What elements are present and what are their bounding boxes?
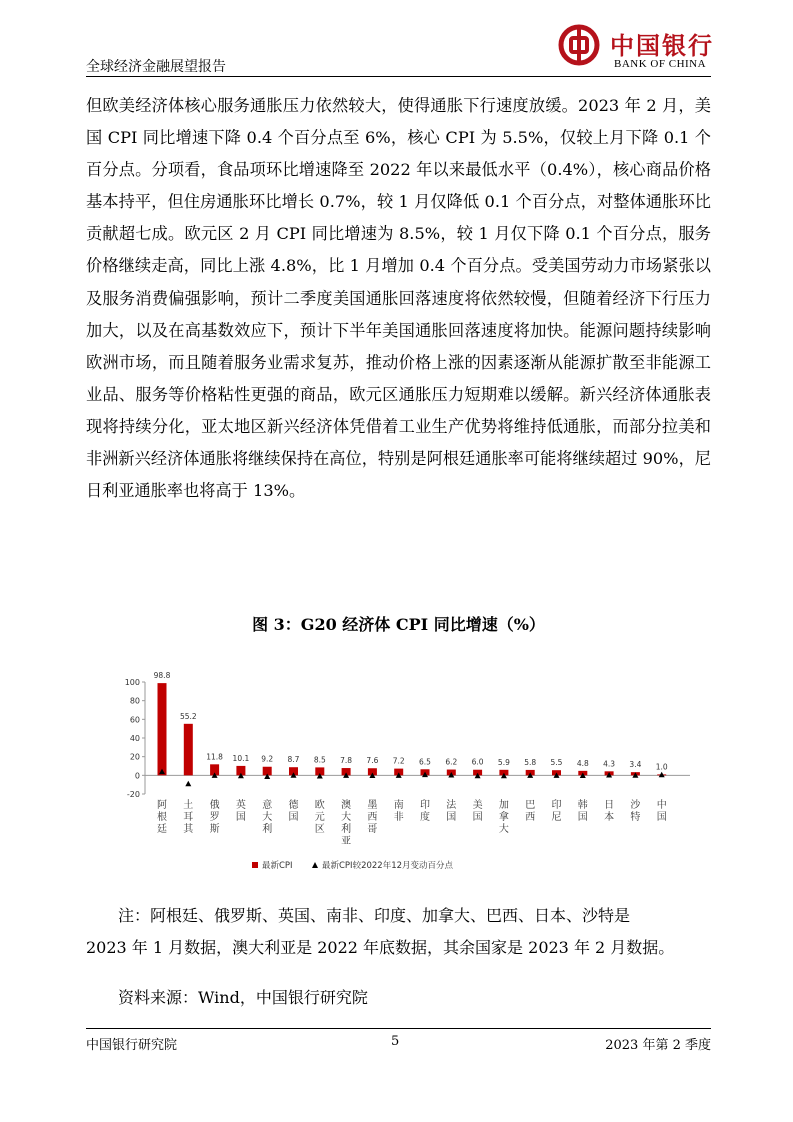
category-label: 英国 xyxy=(235,800,246,823)
bar-data-label: 6.5 xyxy=(419,757,431,767)
bar-data-label: 4.3 xyxy=(603,759,616,769)
bar-data-label: 7.6 xyxy=(366,756,379,766)
category-label: 欧元区 xyxy=(314,800,325,835)
category-label: 韩国 xyxy=(577,800,588,823)
cpi-bar-chart xyxy=(100,660,700,882)
footer-period: 2023 年第 2 季度 xyxy=(605,1038,711,1053)
logo-english-name: BANK OF CHINA xyxy=(614,58,707,70)
category-label: 中国 xyxy=(656,800,667,823)
cpi-bar xyxy=(158,683,167,775)
cpi-bar xyxy=(184,724,193,776)
body-paragraph: 但欧美经济体核心服务通胀压力依然较大，使得通胀下行速度放缓。2023 年 2 月，美国 CPI 同比增速下降 0.4 个百分点至 6%，核心 CPI 为 5.5%，仅较上月下降 0.1 个百分点。分项看，食品项环比增速降至 2022 年以来最低水平（0.4%），核心商品价格基本持平，但住房通胀环比增长 0.7%，较 1 月仅降低 0.1 个百分点，对整体通胀环比贡献超七成。欧元区 2 月 CPI 同比增速为 8.5%，较 1 月仅下降 0.1 个百分点，服务价格继续走高，同比上涨 4.8%，比 1 月增加 0.4 个百分点。受美国劳动力市场紧张以及服务消费偏强影响，预计二季度美国通胀回落速度将依然较慢，但随着经济下行压力加大，以及在高基数效应下，预计下半年美国通胀回落速度将加快。能源问题持续影响欧洲市场，而且随着服务业需求复苏，推动价格上涨的因素逐渐从能源扩散至非能源工业品、服务等价格粘性更强的商品，欧元区通胀压力短期难以缓解。新兴经济体通胀表现将持续分化，亚太地区新兴经济体凭借着工业生产优势将维持低通胀，而部分拉美和非洲新兴经济体通胀将继续保持在高位，特别是阿根廷通胀率可能将继续超过 90%，尼日利亚通胀率也将高于 13%。 xyxy=(86,96,711,501)
bar-data-label: 8.7 xyxy=(287,755,300,765)
bar-data-label: 7.2 xyxy=(392,756,405,766)
bar-data-label: 98.8 xyxy=(153,671,171,681)
category-label: 阿根廷 xyxy=(157,800,167,835)
bar-data-label: 5.5 xyxy=(550,758,563,768)
category-label: 沙特 xyxy=(630,800,641,823)
page-number: 5 xyxy=(391,1034,400,1049)
footer-divider xyxy=(86,1028,711,1029)
logo-chinese-name: 中国银行 xyxy=(610,31,714,60)
change-marker xyxy=(185,781,191,787)
figure-title: 图 3：G20 经济体 CPI 同比增速（%） xyxy=(252,615,545,634)
y-tick-label: 0 xyxy=(134,771,140,781)
footer-institution: 中国银行研究院 xyxy=(86,1038,178,1053)
category-label: 巴西 xyxy=(525,800,536,823)
y-tick-label: 40 xyxy=(129,734,140,743)
category-label: 德国 xyxy=(288,800,299,823)
header-divider xyxy=(86,76,711,77)
bar-data-label: 10.1 xyxy=(232,753,250,763)
bar-data-label: 3.4 xyxy=(629,760,642,770)
bar-data-label: 5.8 xyxy=(524,757,537,767)
data-source: 资料来源：Wind，中国银行研究院 xyxy=(118,988,368,1007)
bar-data-label: 9.2 xyxy=(261,754,274,764)
y-tick-label: 80 xyxy=(129,696,140,706)
bar-data-label: 8.5 xyxy=(313,755,326,765)
y-tick-label: 20 xyxy=(129,752,140,762)
bank-of-china-logo-icon xyxy=(558,24,600,66)
legend-change-marker xyxy=(312,862,318,868)
bar-data-label: 6.2 xyxy=(445,757,458,767)
legend-cpi-swatch xyxy=(252,862,258,868)
report-title: 全球经济金融展望报告 xyxy=(86,59,226,75)
category-label: 土耳其 xyxy=(183,800,194,835)
bar-data-label: 7.8 xyxy=(340,756,353,766)
category-label: 法国 xyxy=(446,800,457,823)
bar-data-label: 1.0 xyxy=(655,762,668,772)
bar-data-label: 11.8 xyxy=(206,752,223,762)
y-tick-label: 100 xyxy=(124,678,140,687)
body-text xyxy=(86,90,711,507)
bank-logo xyxy=(558,24,718,74)
category-label: 日本 xyxy=(604,800,615,823)
note-line-2: 2023 年 1 月数据，澳大利亚是 2022 年底数据，其余国家是 2023 年 2 月数据。 xyxy=(86,938,675,957)
category-label: 美国 xyxy=(472,800,483,823)
category-label: 墨西哥 xyxy=(367,800,378,835)
category-label: 印度 xyxy=(420,800,430,823)
category-label: 南非 xyxy=(393,800,404,823)
bar-data-label: 5.9 xyxy=(497,757,510,767)
category-label: 印尼 xyxy=(551,800,562,823)
category-label: 加拿大 xyxy=(498,800,509,835)
legend-cpi-label: 最新CPI xyxy=(262,861,293,871)
bar-data-label: 6.0 xyxy=(471,757,484,767)
y-tick-label: 60 xyxy=(129,715,140,725)
y-tick-label: -20 xyxy=(126,790,140,799)
figure-note xyxy=(86,900,711,964)
legend-change-label: 最新CPI较2022年12月变动百分点 xyxy=(322,861,454,871)
bar-data-label: 4.8 xyxy=(576,758,589,768)
bar-data-label: 55.2 xyxy=(179,711,197,721)
category-label: 澳大利亚 xyxy=(341,800,352,847)
category-label: 意大利 xyxy=(262,800,273,835)
category-label: 俄罗斯 xyxy=(209,800,220,835)
note-line-1: 注：阿根廷、俄罗斯、英国、南非、印度、加拿大、巴西、日本、沙特是 xyxy=(118,906,631,925)
